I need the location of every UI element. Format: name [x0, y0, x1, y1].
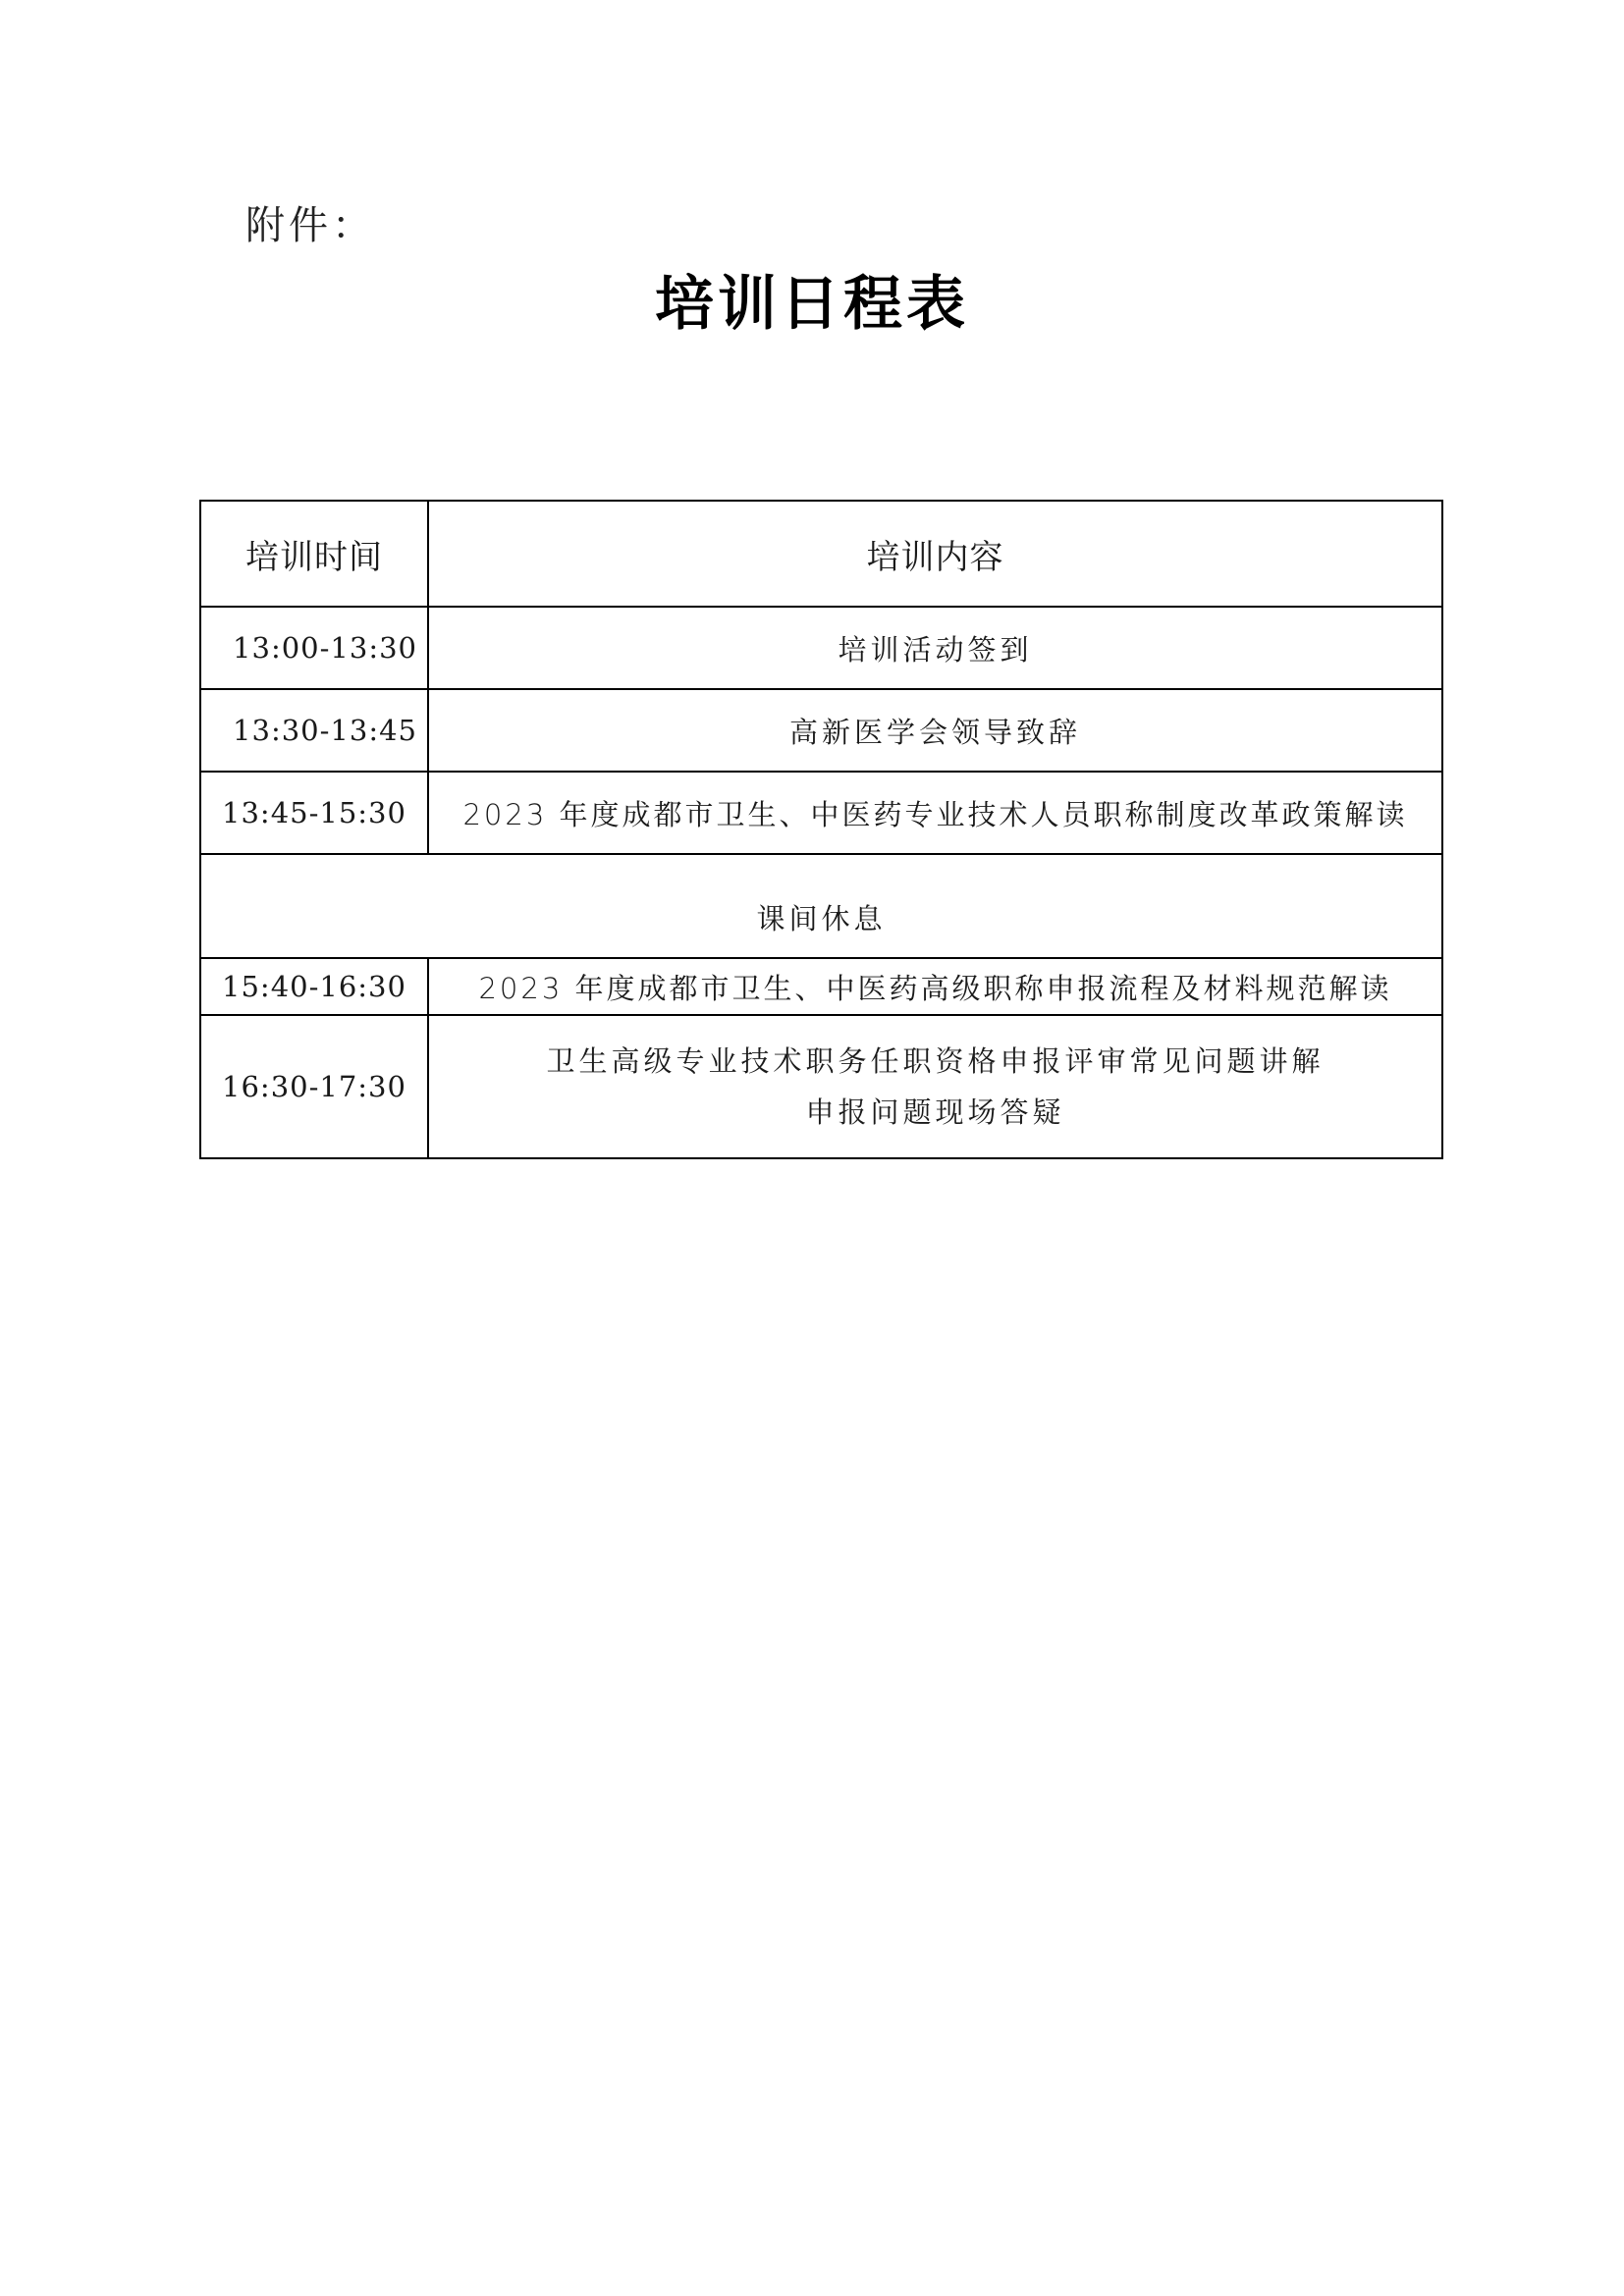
document-title: 培训日程表	[655, 270, 969, 339]
table-row	[200, 1015, 1442, 1158]
training-schedule-table	[199, 500, 1443, 1159]
table-row	[200, 689, 1442, 772]
row-time: 15:40-16:30	[200, 958, 428, 1015]
table-row	[200, 772, 1442, 854]
table-header-row	[200, 501, 1442, 607]
row-time: 13:30-13:45	[200, 689, 428, 772]
header-time: 培训时间	[200, 501, 428, 607]
break-row	[200, 854, 1442, 958]
row-content: 高新医学会领导致辞	[428, 689, 1442, 772]
content-line: 申报问题现场答疑	[805, 1095, 1065, 1129]
row-content: 培训活动签到	[428, 607, 1442, 689]
table-row	[200, 958, 1442, 1015]
row-time: 13:45-15:30	[200, 772, 428, 854]
row-content: 2023 年度成都市卫生、中医药专业技术人员职称制度改革政策解读	[428, 772, 1442, 854]
row-time: 13:00-13:30	[200, 607, 428, 689]
attachment-label: 附件：	[245, 203, 375, 248]
row-time: 16:30-17:30	[200, 1015, 428, 1158]
break-label: 课间休息	[200, 854, 1442, 958]
content-line: 卫生高级专业技术职务任职资格申报评审常见问题讲解	[546, 1044, 1325, 1078]
row-content: 2023 年度成都市卫生、中医药高级职称申报流程及材料规范解读	[428, 958, 1442, 1015]
header-content: 培训内容	[428, 501, 1442, 607]
table-row	[200, 607, 1442, 689]
row-content	[428, 1015, 1442, 1158]
